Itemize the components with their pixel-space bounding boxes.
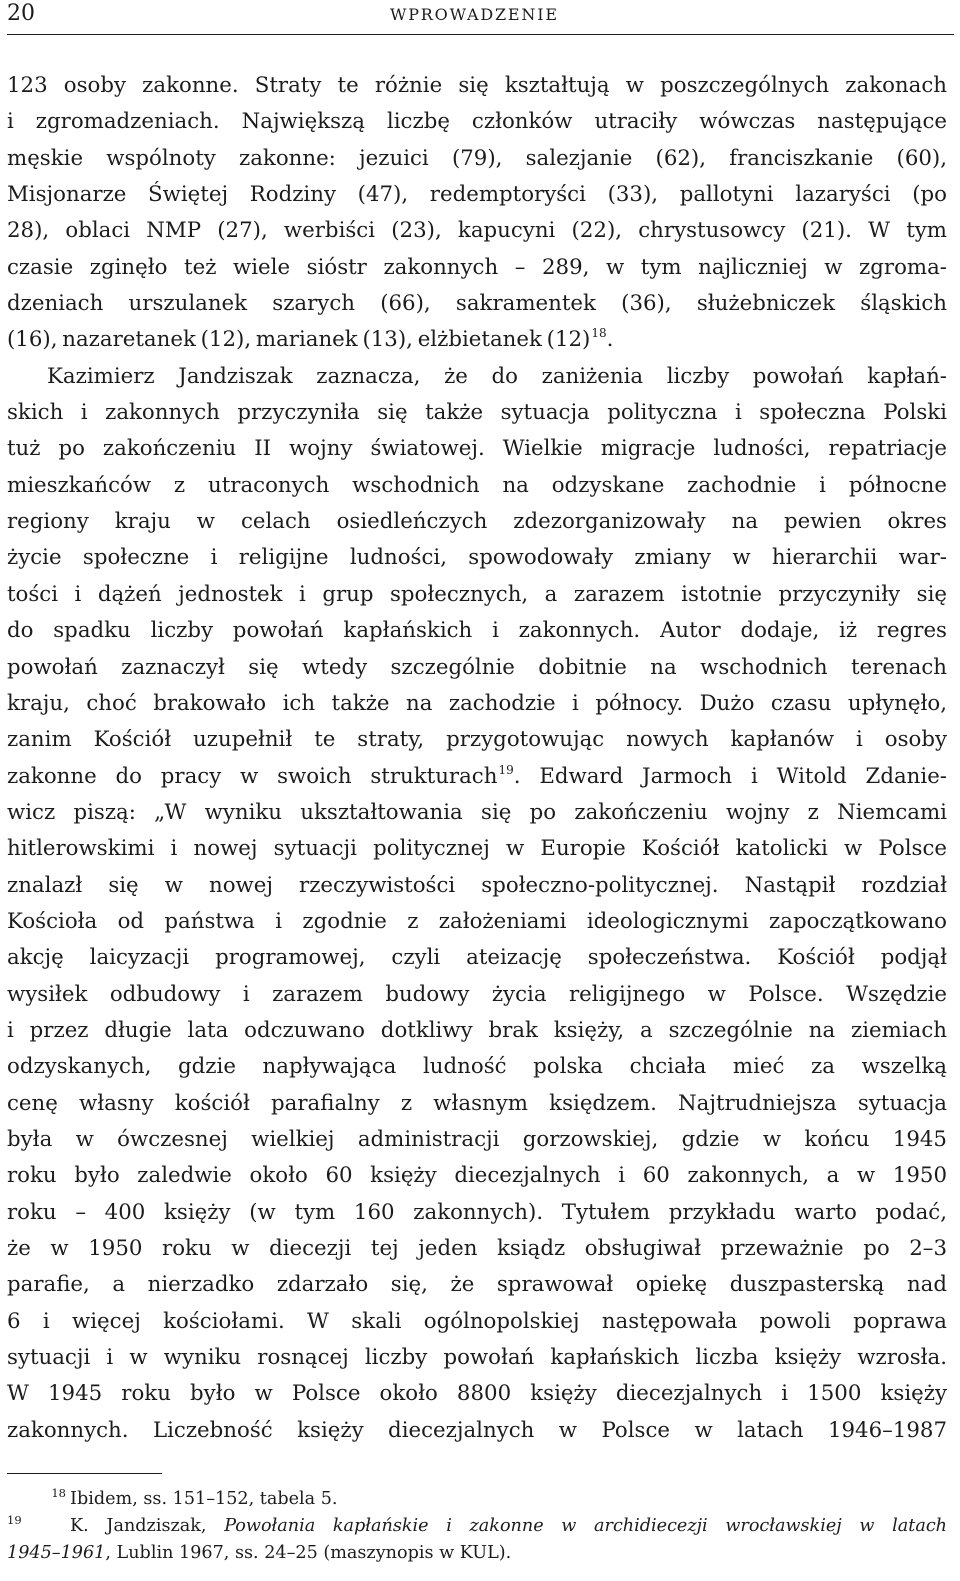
text-line: cenę własny kościół parafialny z własnym księdzem. Najtrudniejsza sytuacja — [7, 1090, 947, 1116]
running-head — [7, 0, 954, 35]
text-line: regiony kraju w celach osiedleńczych zdezorganizowały na pewien okres — [7, 509, 947, 535]
text-line: dzeniach urszulanek szarych (66), sakramentek (36), służebniczek śląskich — [7, 291, 947, 317]
text-line: że w 1950 roku w diecezji tej jeden ksiądz obsługiwał przeważnie po 2–3 — [7, 1236, 947, 1261]
running-title: WPROWADZENIE — [390, 5, 559, 24]
text-line: parafie, a nierzadko zdarzało się, że sprawował opiekę duszpasterską nad — [7, 1272, 947, 1298]
footnote-title: 1945–1961 — [7, 1543, 106, 1563]
text-line: akcję laicyzacji programowej, czyli ateizację społeczeństwa. Kościół podjął — [7, 945, 947, 971]
text-line: powołań zaznaczył się wtedy szczególnie dobitnie na wschodnich terenach — [7, 654, 947, 680]
text-line: znalazł się w nowej rzeczywistości społeczno-politycznej. Nastąpił rozdział — [7, 872, 947, 898]
text-line: 28), oblaci NMP (27), werbiści (23), kapucyni (22), chrystusowcy (21). W tym — [7, 218, 947, 244]
text-line: wicz piszą: „W wyniku ukształtowania się po zakończeniu wojny z Niemcami — [7, 799, 947, 825]
text-line: mieszkańców z utraconych wschodnich na odzyskane zachodnie i północne — [7, 472, 947, 498]
text-line: odzyskanych, gdzie napływająca ludność polska chciała mieć za wszelką — [7, 1054, 947, 1080]
text-segment: . — [606, 327, 614, 353]
footnote-line: 19 K. Jandziszak, Powołania kapłańskie i zakonne w archidiecezji wrocławskiej w latach — [7, 1513, 948, 1536]
footnote-ref-19[interactable]: 19 — [498, 762, 514, 777]
footnote-19 — [7, 1513, 947, 1567]
text-line: roku – 400 księży (w tym 160 zakonnych). Tytułem przykładu warto podać, — [7, 1199, 947, 1225]
page-number: 20 — [7, 1, 35, 26]
footnote-title: Powołania kapłańskie i zakonne w archidiecezji wrocławskiej w latach — [224, 1516, 948, 1536]
text-segment: zakonne do pracy w swoich strukturach — [7, 763, 498, 789]
text-line: zakonnych. Liczebność księży diecezjalnych w Polsce w latach 1946–1987 — [7, 1417, 947, 1443]
footnote-ref-18[interactable]: 18 — [591, 326, 607, 341]
text-segment: (16), nazaretanek (12), marianek (13), elżbietanek (12) — [7, 327, 591, 353]
text-line: W 1945 roku było w Polsce około 8800 księży diecezjalnych i 1500 księży — [7, 1381, 947, 1407]
text-line: zanim Kościół uzupełnił te straty, przygotowując nowych kapłanów i osoby — [7, 727, 947, 753]
footnote-text: , Lublin 1967, ss. 24–25 (maszynopis w KUL). — [105, 1543, 512, 1563]
footnote-text: Ibidem, ss. 151–152, tabela 5. — [70, 1489, 338, 1509]
footnotes — [7, 1486, 947, 1567]
text-line: 123 osoby zakonne. Straty te różnie się kształtują w poszczególnych zakonach — [7, 73, 947, 98]
text-line: była w ówczesnej wielkiej administracji gorzowskiej, gdzie w końcu 1945 — [7, 1126, 947, 1152]
text-line — [7, 322, 947, 358]
text-line: tości i dążeń jednostek i grup społecznych, a zarazem istotnie przyczyniły się — [7, 581, 947, 607]
text-line: Kościoła od państwa i zgodnie z założeniami ideologicznymi zapoczątkowano — [7, 908, 947, 934]
text-line: kraju, choć brakowało ich także na zachodzie i północy. Dużo czasu upłynęło, — [7, 690, 947, 716]
text-line: do spadku liczby powołań kapłańskich i zakonnych. Autor dodaje, iż regres — [7, 618, 947, 644]
text-line: Misjonarze Świętej Rodziny (47), redemptoryści (33), pallotyni lazaryści (po — [7, 182, 947, 208]
text-line — [7, 759, 947, 795]
text-line: hitlerowskimi i nowej sytuacji politycznej w Europie Kościół katolicki w Polsce — [7, 836, 947, 862]
text-line: Kazimierz Jandziszak zaznacza, że do zaniżenia liczby powołań kapłań- — [47, 363, 947, 389]
text-line: roku było zaledwie około 60 księży diecezjalnych i 60 zakonnych, a w 1950 — [7, 1163, 947, 1189]
footnote-18: 18 Ibidem, ss. 151–152, tabela 5. — [51, 1486, 338, 1509]
footnote-divider — [7, 1473, 162, 1474]
body-text — [7, 68, 947, 1449]
text-segment: . Edward Jarmoch i Witold Zdanie- — [513, 763, 948, 789]
text-line: i przez długie lata odczuwano dotkliwy brak księży, a szczególnie na ziemiach — [7, 1017, 947, 1043]
footnote-line — [7, 1540, 947, 1567]
text-line: czasie zginęło też wiele sióstr zakonnych – 289, w tym najliczniej w zgroma- — [7, 254, 947, 280]
text-line: tuż po zakończeniu II wojny światowej. Wielkie migracje ludności, repatriacje — [7, 436, 947, 462]
text-line: męskie wspólnoty zakonne: jezuici (79), salezjanie (62), franciszkanie (60), — [7, 145, 947, 171]
text-line: i zgromadzeniach. Największą liczbę członków utraciły wówczas następujące — [7, 109, 947, 135]
text-line: życie społeczne i religijne ludności, spowodowały zmiany w hierarchii war- — [7, 545, 947, 571]
text-line: 6 i więcej kościołami. W skali ogólnopolskiej następowała powoli poprawa — [7, 1308, 947, 1334]
footnote-text: K. Jandziszak, — [70, 1516, 207, 1536]
text-line: wysiłek odbudowy i zarazem budowy życia religijnego w Polsce. Wszędzie — [7, 981, 947, 1007]
text-line: skich i zakonnych przyczyniła się także sytuacja polityczna i społeczna Polski — [7, 400, 947, 426]
text-line: sytuacji i w wyniku rosnącej liczby powołań kapłańskich liczba księży wzrosła. — [7, 1345, 947, 1371]
